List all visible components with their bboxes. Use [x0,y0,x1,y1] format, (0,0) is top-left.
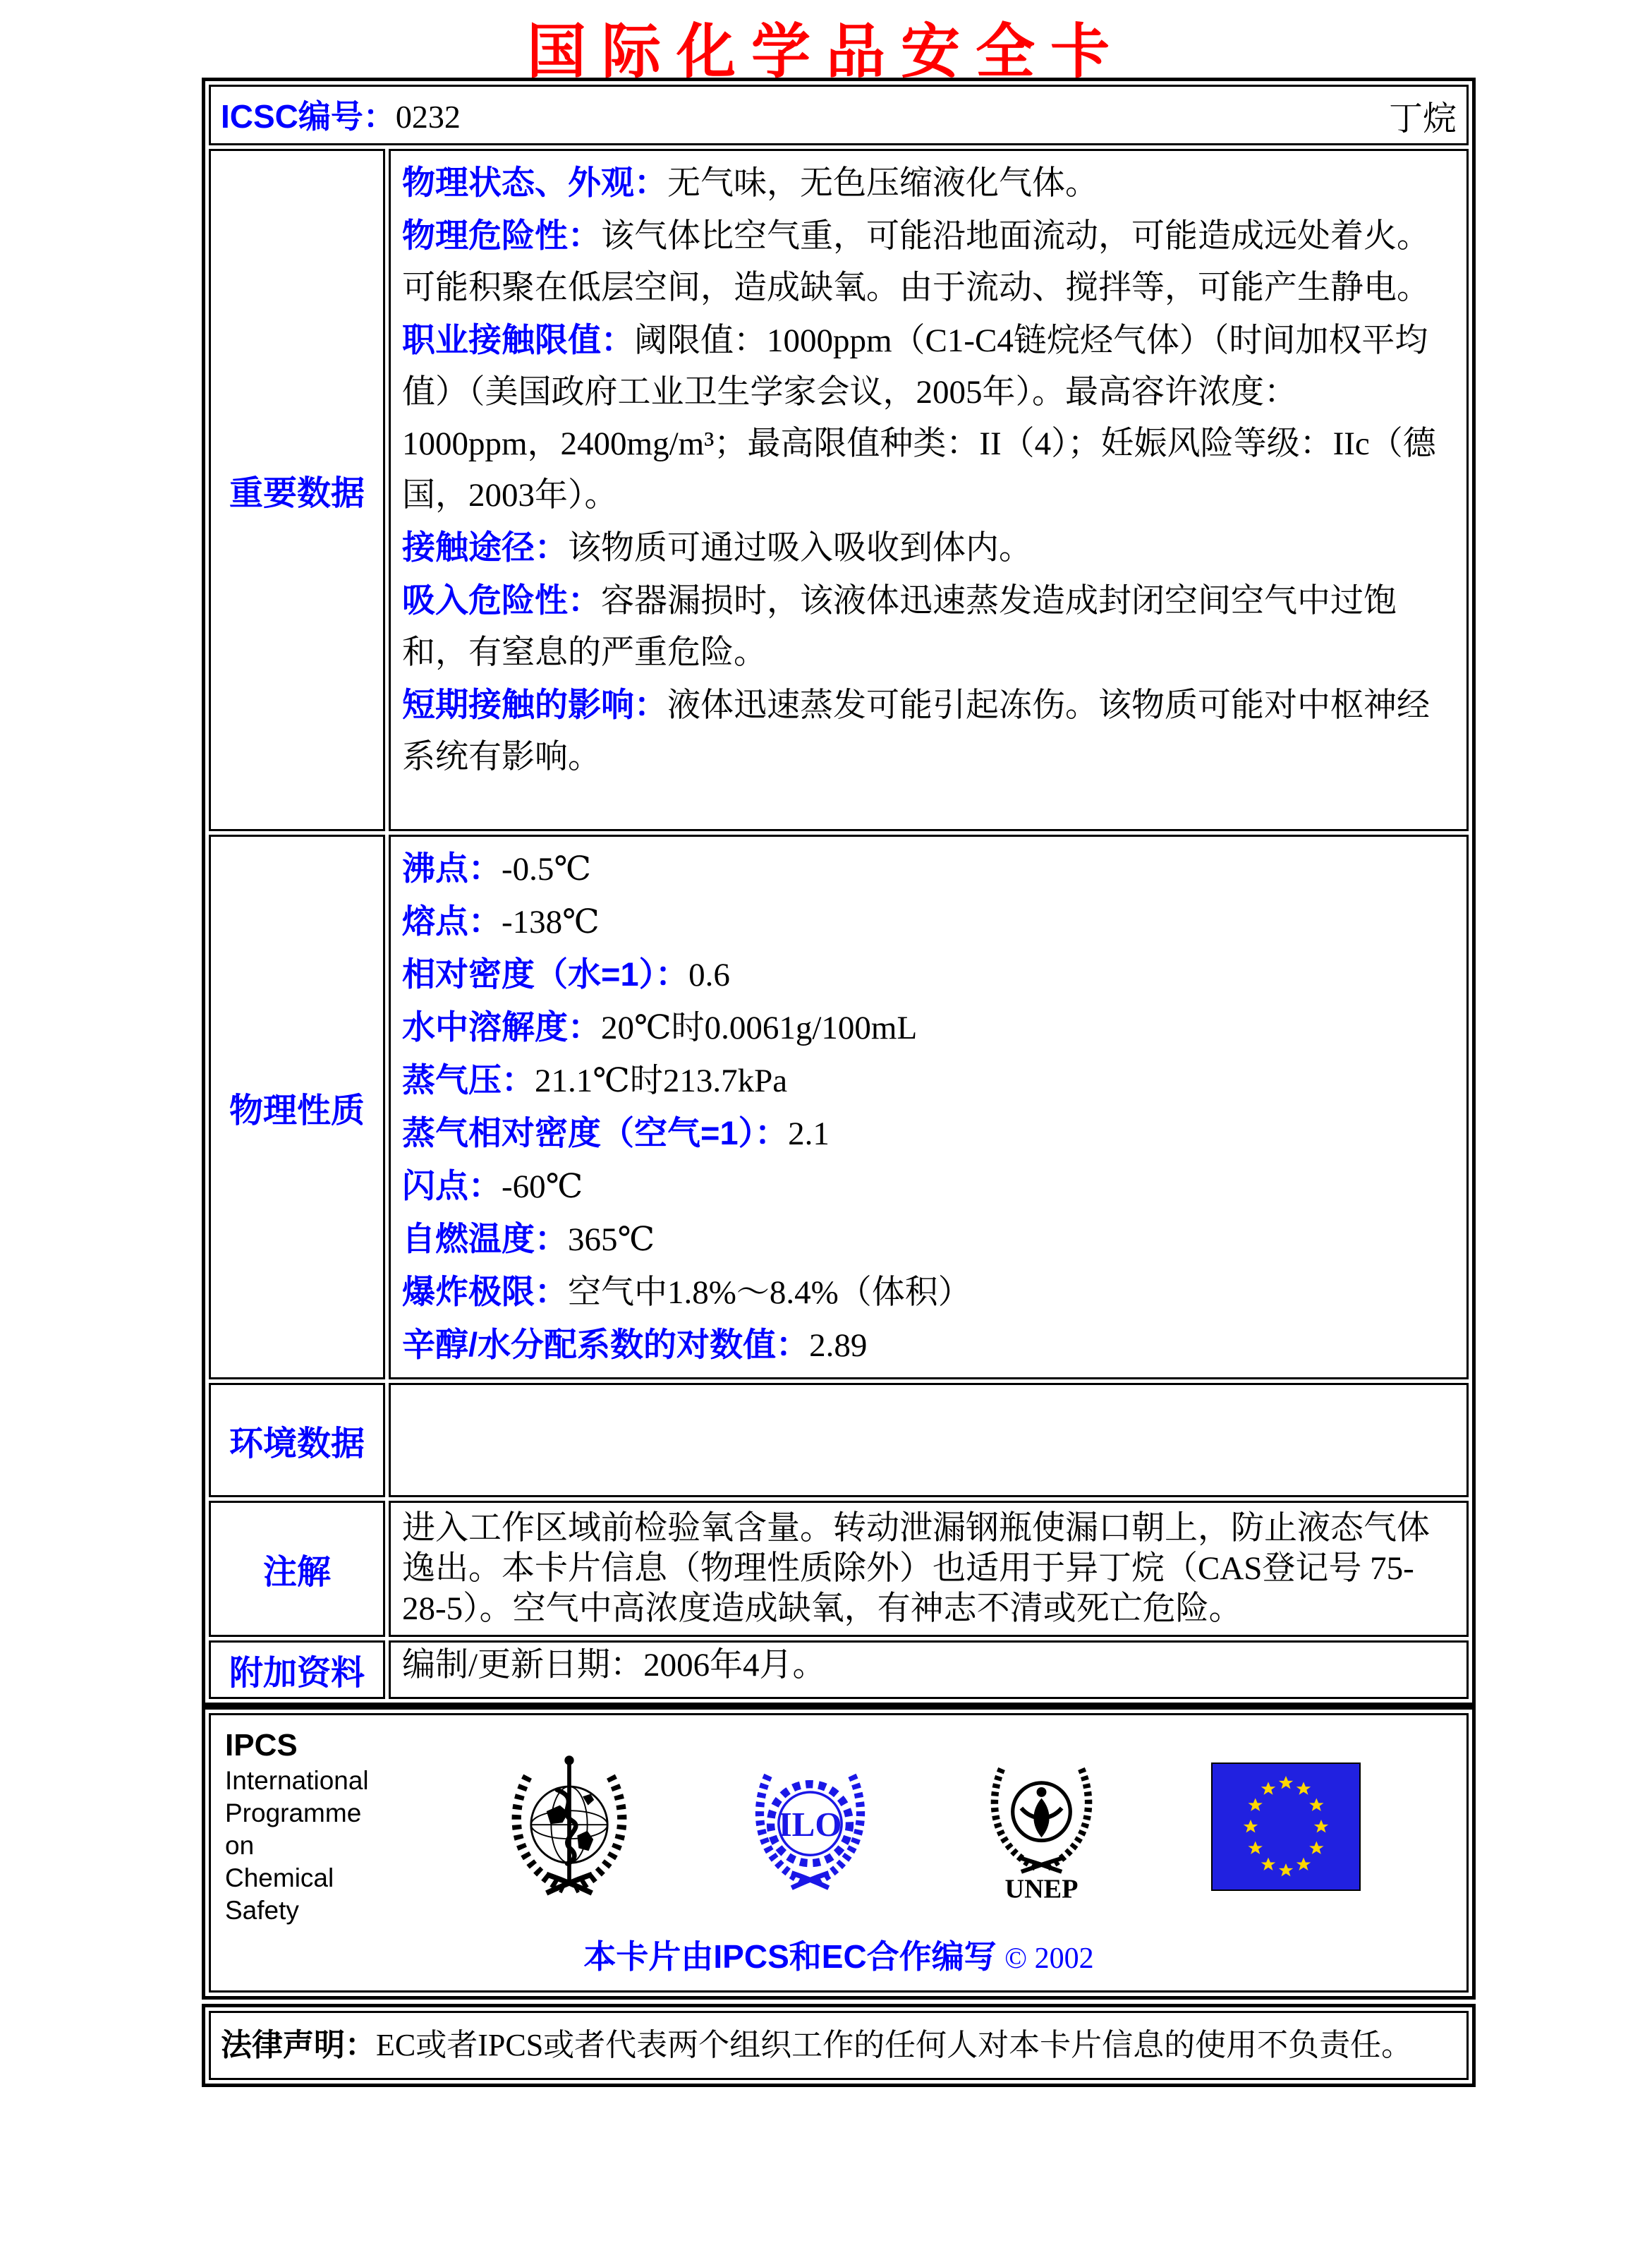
ilo-letters: ILO [778,1805,842,1844]
page-title: 国际化学品安全卡 [526,18,1125,85]
section-label-notes: 注解 [209,1501,385,1637]
field-autoignition-temperature [402,1213,1455,1266]
legal-row [209,2011,1469,2080]
field-physical-danger [402,210,1455,314]
field-value: 阈限值：1000ppm（C1-C4链烷烃气体）（时间加权平均值）（美国政府工业卫生学家会议，2005年）。最高容许浓度：1000ppm，2400mg/m³；最高限值种类：II（4）；妊娠风险等级：IIc（德国，2003年）。 [402,322,1436,514]
ipcs-text-block [225,1727,391,1927]
field-value: 容器漏损时，该液体迅速蒸发造成封闭空间空气中过饱和，有窒息的严重危险。 [402,583,1397,671]
field-vapor-relative-density [402,1107,1455,1160]
icsc-number-label: ICSC编号： [221,97,396,135]
ilo-logo-icon [748,1752,872,1902]
field-boiling-point [402,842,1455,895]
field-value: 21.1℃时213.7kPa [535,1063,788,1099]
logos-cell [209,1713,1469,1993]
field-water-solubility [402,1001,1455,1054]
field-label: 辛醇/水分配系数的对数值： [402,1326,810,1363]
notes-content: 进入工作区域前检验氧含量。转动泄漏钢瓶使漏口朝上，防止液态气体逸出。本卡片信息（物理性质除外）也适用于异丁烷（CAS登记号 75-28-5）。空气中高浓度造成缺氧，有神志不清或死亡危险。 [402,1510,1430,1627]
field-label: 水中溶解度： [402,1008,601,1046]
field-label: 沸点： [402,850,502,887]
environmental-data-cell [389,1383,1469,1497]
ipcs-line-1: International [225,1766,369,1795]
physical-properties-content [391,837,1466,1377]
field-occupational-exposure-limit [402,314,1455,521]
environmental-data-content [391,1385,1466,1495]
legal-notice-text: EC或者IPCS或者代表两个组织工作的任何人对本卡片信息的使用不负责任。 [376,2028,1413,2062]
field-label: 爆炸极限： [402,1273,568,1310]
field-value: 该物质可通过吸入吸收到体内。 [568,530,1032,567]
update-date-label: 编制/更新日期： [402,1647,644,1683]
field-value: -138℃ [502,904,600,941]
header-cell [209,85,1469,145]
additional-info-row [209,1640,1469,1699]
eu-flag-icon [1211,1763,1361,1891]
section-label-physical-properties: 物理性质 [209,835,385,1379]
field-value: 空气中1.8%～8.4%（体积） [568,1274,971,1311]
ipcs-line-3: Chemical Safety [225,1863,334,1925]
ipcs-acronym: IPCS [225,1728,298,1763]
update-date-value: 2006年4月。 [643,1647,826,1683]
ipcs-line-2: Programme on [225,1798,362,1860]
field-label: 蒸气压： [402,1061,535,1099]
section-label-environmental-data: 环境数据 [209,1383,385,1497]
field-flash-point [402,1160,1455,1213]
who-logo-icon [502,1749,636,1904]
icsc-main-table [202,78,1476,1706]
field-exposure-route [402,521,1455,574]
field-value: 0.6 [688,957,730,993]
legal-notice-label: 法律声明： [221,2028,376,2062]
additional-info-content [391,1643,1466,1688]
partnership-caption [211,1927,1466,1990]
field-melting-point [402,895,1455,948]
icsc-card [202,78,1476,2087]
field-label: 吸入危险性： [402,581,601,619]
unep-label: UNEP [1004,1874,1079,1904]
field-label: 接触途径： [402,528,568,566]
icsc-number-group [221,91,461,138]
field-label: 自燃温度： [402,1220,568,1257]
field-value: 20℃时0.0061g/100mL [601,1010,918,1046]
section-label-important-data: 重要数据 [209,149,385,831]
field-relative-density [402,948,1455,1001]
logos-row [211,1715,1466,1927]
field-value: 无气味，无色压缩液化气体。 [667,165,1098,202]
field-value: 液体迅速蒸发可能引起冻伤。该物质可能对中枢神经系统有影响。 [402,687,1430,775]
field-physical-state [402,157,1455,210]
field-explosive-limits [402,1266,1455,1319]
icsc-number-value: 0232 [395,98,461,135]
field-label: 物理状态、外观： [402,164,667,201]
section-label-additional-info: 附加资料 [209,1640,385,1699]
field-octanol-water-partition [402,1319,1455,1372]
field-value: -0.5℃ [502,851,591,888]
environmental-data-row [209,1383,1469,1497]
physical-properties-row [209,835,1469,1379]
additional-info-cell [389,1640,1469,1699]
field-short-term-effects [402,679,1455,783]
field-value: 2.1 [788,1116,830,1152]
chemical-name: 丁烷 [1388,99,1457,138]
field-label: 短期接触的影响： [402,686,667,723]
legal-cell [209,2011,1469,2080]
physical-properties-cell [389,835,1469,1379]
notes-row [209,1501,1469,1637]
field-label: 熔点： [402,902,502,940]
logos-box [202,1706,1476,2000]
copyright-text: © 2002 [1004,1942,1094,1975]
field-label: 相对密度（水=1）： [402,955,689,993]
partnership-text: 本卡片由IPCS和EC合作编写 [583,1938,997,1975]
important-data-cell [389,149,1469,831]
field-value: -60℃ [502,1168,583,1205]
field-value: 2.89 [809,1327,868,1364]
field-label: 物理危险性： [402,217,601,254]
field-label: 蒸气相对密度（空气=1）： [402,1114,789,1151]
important-data-row [209,149,1469,831]
notes-cell [389,1501,1469,1637]
legal-box [202,2004,1476,2087]
unep-logo-icon [983,1746,1100,1908]
logos-row-tr [209,1713,1469,1993]
field-value: 该气体比空气重，可能沿地面流动，可能造成远处着火。可能积聚在低层空间，造成缺氧。由于流动、搅拌等，可能产生静电。 [402,218,1430,306]
header-row [209,85,1469,145]
field-vapor-pressure [402,1054,1455,1107]
field-inhalation-risk [402,574,1455,679]
field-label: 闪点： [402,1167,502,1204]
important-data-content [391,151,1466,829]
field-value: 365℃ [568,1221,655,1258]
field-label: 职业接触限值： [402,321,634,358]
